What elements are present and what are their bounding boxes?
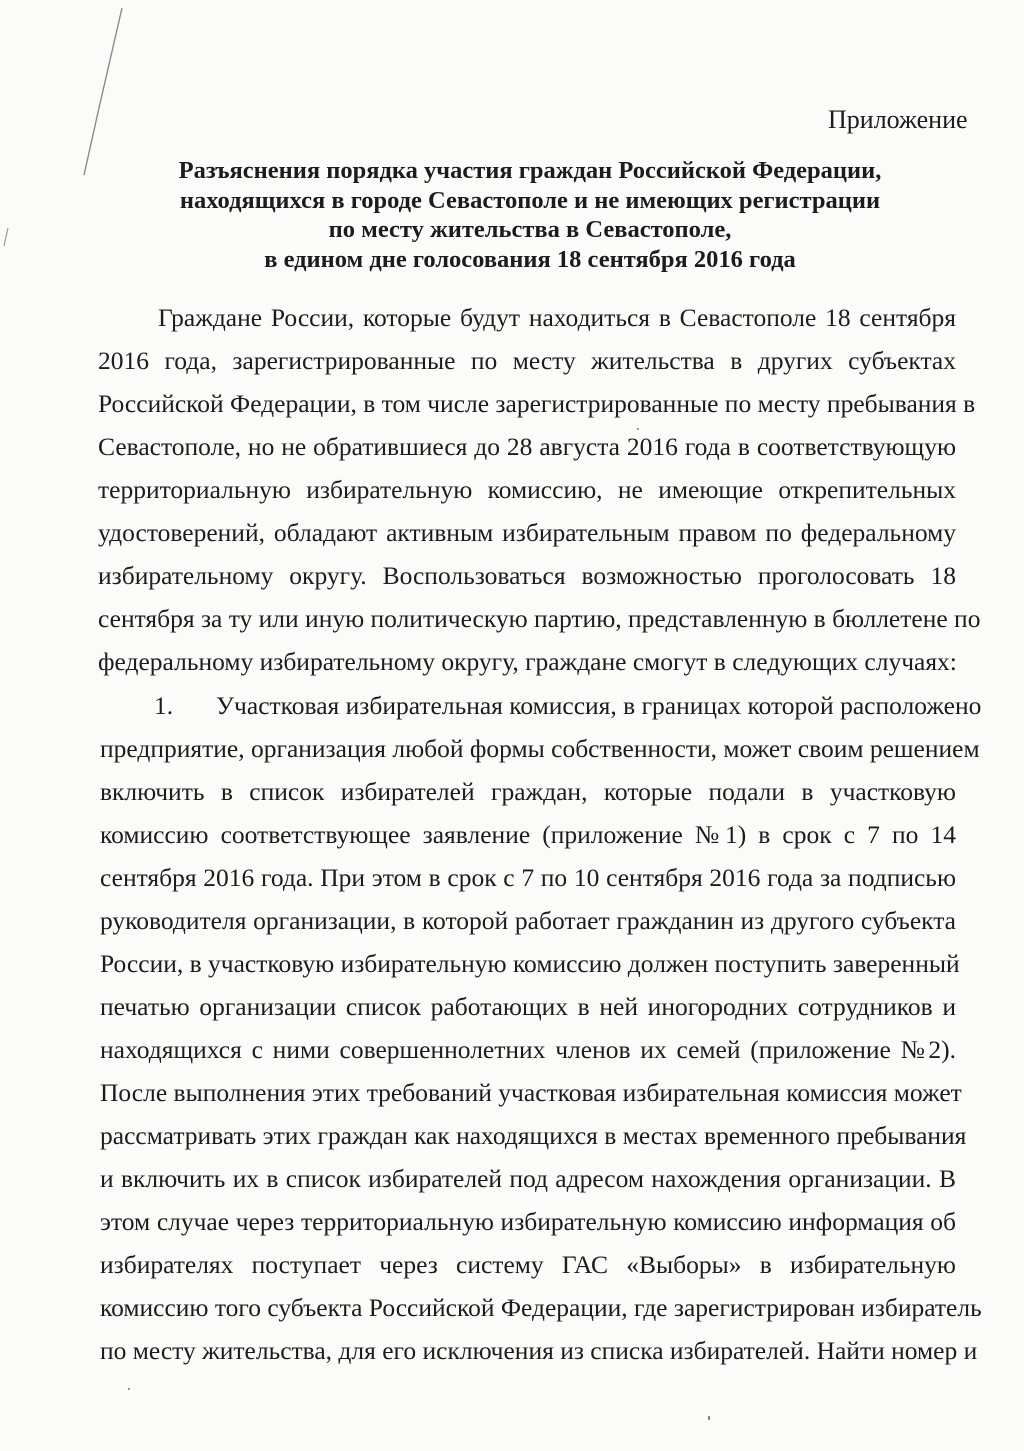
scan-edge-mark [0, 0, 140, 260]
paragraph-line: предприятие, организация любой формы собственности, может своим решением [100, 734, 980, 763]
paragraph-line: рассматривать этих граждан как находящихся в местах временного пребывания [100, 1121, 967, 1150]
scan-speck [708, 1416, 710, 1420]
paragraph-line: Участковая избирательная комиссия, в границах которой расположено [216, 691, 982, 720]
paragraph-line: федеральному избирательному округу, граждане смогут в следующих случаях: [98, 647, 957, 676]
paragraph-line: удостоверений, обладают активным избирательным правом по федеральному [98, 518, 956, 547]
paragraph-line: избирателях поступает через систему ГАС «Выборы» в избирательную [100, 1250, 956, 1279]
paragraph-line: комиссию того субъекта Российской Федерации, где зарегистрирован избиратель [100, 1293, 982, 1322]
paragraph-line: находящихся с ними совершеннолетних членов их семей (приложение №2). [100, 1035, 956, 1064]
paragraph-line: руководителя организации, в которой работает гражданин из другого субъекта [100, 906, 956, 935]
list-item-number: 1. [154, 691, 174, 720]
paragraph-line: избирательному округу. Воспользоваться возможностью проголосовать 18 [98, 561, 956, 590]
scan-speck [637, 428, 639, 430]
paragraph-line: включить в список избирателей граждан, которые подали в участковую [100, 777, 956, 806]
paragraph-line: по месту жительства, для его исключения из списка избирателей. Найти номер и [100, 1336, 978, 1365]
paragraph-line: и включить их в список избирателей под адресом нахождения организации. В [100, 1164, 956, 1193]
paragraph-line: 2016 года, зарегистрированные по месту жительства в других субъектах [98, 346, 956, 375]
paragraph-line: Российской Федерации, в том числе зарегистрированные по месту пребывания в [98, 389, 976, 418]
paragraph-line: территориальную избирательную комиссию, не имеющие открепительных [98, 475, 956, 504]
title-line: по месту жительства в Севастополе, [328, 216, 732, 243]
document-title [120, 156, 940, 274]
paragraph-line: этом случае через территориальную избирательную комиссию информация об [100, 1207, 956, 1236]
paragraph-line: сентября 2016 года. При этом в срок с 7 по 10 сентября 2016 года за подписью [100, 863, 956, 892]
paragraph-line: печатью организации список работающих в ней иногородних сотрудников и [100, 992, 956, 1021]
paragraph-line: Севастополе, но не обратившиеся до 28 августа 2016 года в соответствующую [98, 432, 956, 461]
title-line: в едином дне голосования 18 сентября 2016 года [264, 245, 796, 273]
scan-speck [128, 1388, 130, 1390]
paragraph-line: России, в участковую избирательную комиссию должен поступить заверенный [100, 949, 960, 978]
paragraph-line: После выполнения этих требований участковая избирательная комиссия может [100, 1078, 962, 1107]
paragraph-line: Граждане России, которые будут находиться в Севастополе 18 сентября [158, 303, 956, 332]
title-line: Разъяснения порядка участия граждан Российской Федерации, [178, 157, 882, 184]
title-line: находящихся в городе Севастополе и не имеющих регистрации [179, 186, 881, 214]
appendix-label: Приложение [828, 105, 968, 134]
paragraph-line: сентября за ту или иную политическую партию, представленную в бюллетене по [98, 604, 981, 633]
paragraph-line: комиссию соответствующее заявление (приложение №1) в срок с 7 по 14 [100, 820, 956, 849]
